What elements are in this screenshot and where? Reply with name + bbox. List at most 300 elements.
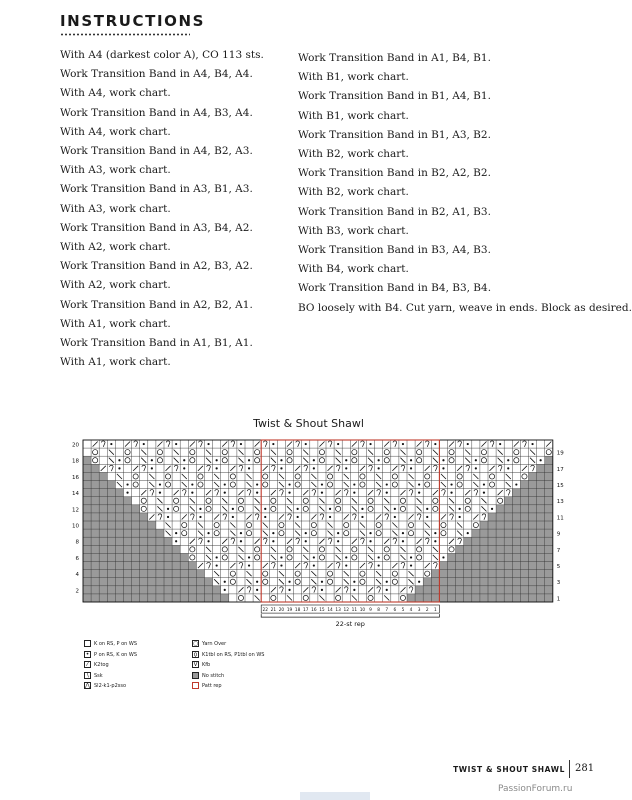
- no-stitch-cell: [180, 570, 188, 578]
- instruction-line: Work Transition Band in A3, B4, A2.: [60, 221, 253, 234]
- no-stitch-cell: [545, 529, 553, 537]
- purl-mark: [280, 564, 282, 566]
- instruction-line: With B2, work chart.: [298, 186, 409, 199]
- purl-mark: [483, 483, 485, 485]
- purl-mark: [264, 516, 266, 518]
- no-stitch-cell: [107, 521, 115, 529]
- legend-symbol-icon: ⋀: [85, 682, 90, 689]
- instruction-line: With B4, work chart.: [298, 263, 409, 276]
- no-stitch-cell: [115, 489, 123, 497]
- purl-mark: [110, 443, 112, 445]
- instruction-line: Work Transition Band in B4, B3, B4.: [298, 282, 492, 295]
- no-stitch-cell: [456, 578, 464, 586]
- no-stitch-cell: [164, 553, 172, 561]
- no-stitch-cell: [91, 553, 99, 561]
- stitch-number: 17: [303, 608, 309, 614]
- no-stitch-cell: [83, 472, 91, 480]
- no-stitch-cell: [107, 570, 115, 578]
- purl-mark: [175, 443, 177, 445]
- stitch-number: 8: [377, 608, 381, 614]
- no-stitch-cell: [172, 586, 180, 594]
- no-stitch-cell: [83, 553, 91, 561]
- no-stitch-cell: [545, 545, 553, 553]
- no-stitch-cell: [148, 529, 156, 537]
- no-stitch-cell: [488, 586, 496, 594]
- instruction-line: Work Transition Band in B1, A3, B2.: [298, 128, 491, 141]
- no-stitch-cell: [124, 537, 132, 545]
- no-stitch-cell: [496, 505, 504, 513]
- no-stitch-cell: [456, 586, 464, 594]
- purl-mark: [118, 459, 120, 461]
- no-stitch-cell: [107, 497, 115, 505]
- no-stitch-cell: [132, 594, 140, 602]
- no-stitch-cell: [172, 553, 180, 561]
- purl-mark: [143, 443, 145, 445]
- purl-mark: [353, 483, 355, 485]
- no-stitch-cell: [83, 594, 91, 602]
- no-stitch-cell: [545, 521, 553, 529]
- no-stitch-cell: [504, 513, 512, 521]
- row-number-left: 14: [72, 491, 79, 498]
- purl-mark: [337, 443, 339, 445]
- no-stitch-cell: [140, 586, 148, 594]
- purl-mark: [248, 564, 250, 566]
- no-stitch-cell: [545, 553, 553, 561]
- no-stitch-cell: [512, 489, 520, 497]
- no-stitch-cell: [124, 513, 132, 521]
- no-stitch-cell: [520, 578, 528, 586]
- no-stitch-cell: [496, 537, 504, 545]
- no-stitch-cell: [205, 594, 213, 602]
- no-stitch-cell: [124, 529, 132, 537]
- purl-mark: [199, 516, 201, 518]
- purl-mark: [337, 540, 339, 542]
- no-stitch-cell: [124, 521, 132, 529]
- legend-label: Yarn Over: [202, 641, 227, 647]
- purl-mark: [540, 459, 542, 461]
- no-stitch-cell: [99, 472, 107, 480]
- no-stitch-cell: [529, 481, 537, 489]
- row-number-left: 12: [72, 507, 79, 514]
- no-stitch-cell: [107, 553, 115, 561]
- legend-symbol-icon: [84, 640, 91, 647]
- no-stitch-cell: [520, 481, 528, 489]
- no-stitch-cell: [520, 594, 528, 602]
- purl-mark: [394, 516, 396, 518]
- no-stitch-cell: [472, 586, 480, 594]
- stitch-number: 6: [393, 608, 397, 614]
- no-stitch-cell: [448, 562, 456, 570]
- no-stitch-cell: [140, 545, 148, 553]
- no-stitch-cell: [529, 537, 537, 545]
- stitch-number: 18: [294, 608, 301, 614]
- no-stitch-cell: [140, 562, 148, 570]
- no-stitch-cell: [91, 464, 99, 472]
- purl-mark: [345, 467, 347, 469]
- no-stitch-cell: [83, 586, 91, 594]
- purl-mark: [167, 516, 169, 518]
- no-stitch-cell: [83, 489, 91, 497]
- purl-mark: [459, 508, 461, 510]
- no-stitch-cell: [448, 578, 456, 586]
- no-stitch-cell: [164, 594, 172, 602]
- no-stitch-cell: [431, 594, 439, 602]
- purl-mark: [450, 492, 452, 494]
- purl-mark: [159, 492, 161, 494]
- no-stitch-cell: [488, 594, 496, 602]
- purl-mark: [418, 492, 420, 494]
- no-stitch-cell: [140, 529, 148, 537]
- row-number-left: 10: [72, 523, 79, 530]
- purl-mark: [369, 443, 371, 445]
- no-stitch-cell: [512, 537, 520, 545]
- purl-mark: [159, 483, 161, 485]
- no-stitch-cell: [99, 537, 107, 545]
- no-stitch-cell: [83, 529, 91, 537]
- no-stitch-cell: [480, 553, 488, 561]
- purl-mark: [378, 556, 380, 558]
- no-stitch-cell: [504, 545, 512, 553]
- instruction-line: Work Transition Band in B2, A1, B3.: [298, 205, 491, 218]
- purl-mark: [216, 556, 218, 558]
- no-stitch-cell: [140, 513, 148, 521]
- no-stitch-cell: [545, 578, 553, 586]
- no-stitch-cell: [83, 578, 91, 586]
- no-stitch-cell: [512, 521, 520, 529]
- no-stitch-cell: [140, 570, 148, 578]
- no-stitch-cell: [221, 594, 229, 602]
- purl-mark: [378, 467, 380, 469]
- no-stitch-cell: [464, 553, 472, 561]
- purl-mark: [378, 564, 380, 566]
- no-stitch-cell: [91, 562, 99, 570]
- legend-label: K1tbl on RS, P1tbl on WS: [202, 651, 265, 658]
- no-stitch-cell: [115, 505, 123, 513]
- no-stitch-cell: [512, 570, 520, 578]
- no-stitch-cell: [213, 594, 221, 602]
- no-stitch-cell: [545, 497, 553, 505]
- no-stitch-cell: [132, 553, 140, 561]
- purl-mark: [207, 532, 209, 534]
- purl-mark: [272, 532, 274, 534]
- no-stitch-cell: [520, 537, 528, 545]
- no-stitch-cell: [205, 578, 213, 586]
- purl-mark: [329, 508, 331, 510]
- no-stitch-cell: [545, 537, 553, 545]
- no-stitch-cell: [545, 505, 553, 513]
- no-stitch-cell: [537, 553, 545, 561]
- no-stitch-cell: [480, 545, 488, 553]
- no-stitch-cell: [91, 529, 99, 537]
- no-stitch-cell: [124, 562, 132, 570]
- purl-mark: [248, 459, 250, 461]
- no-stitch-cell: [529, 570, 537, 578]
- no-stitch-cell: [407, 594, 415, 602]
- no-stitch-cell: [488, 570, 496, 578]
- no-stitch-cell: [107, 537, 115, 545]
- purl-mark: [305, 532, 307, 534]
- instruction-line: With A1, work chart.: [60, 356, 171, 369]
- instruction-line: Work Transition Band in A4, B3, A4.: [60, 106, 253, 119]
- no-stitch-cell: [91, 570, 99, 578]
- no-stitch-cell: [472, 553, 480, 561]
- instruction-line: With A4, work chart.: [60, 87, 171, 100]
- legend-label: Patt rep: [202, 683, 222, 689]
- instruction-line: Work Transition Band in B2, A2, B2.: [298, 167, 491, 180]
- no-stitch-cell: [529, 553, 537, 561]
- no-stitch-cell: [124, 594, 132, 602]
- instruction-line: With B1, work chart.: [298, 109, 409, 122]
- no-stitch-cell: [107, 586, 115, 594]
- no-stitch-cell: [472, 537, 480, 545]
- no-stitch-cell: [439, 578, 447, 586]
- no-stitch-cell: [91, 586, 99, 594]
- stitch-number: 12: [343, 608, 349, 614]
- stitch-number: 7: [385, 608, 389, 614]
- row-number-left: 20: [72, 442, 79, 449]
- purl-mark: [313, 564, 315, 566]
- no-stitch-cell: [91, 505, 99, 513]
- no-stitch-cell: [545, 570, 553, 578]
- no-stitch-cell: [529, 513, 537, 521]
- row-number-right: 9: [556, 531, 561, 538]
- purl-mark: [418, 483, 420, 485]
- no-stitch-cell: [188, 562, 196, 570]
- no-stitch-cell: [188, 578, 196, 586]
- no-stitch-cell: [156, 578, 164, 586]
- purl-mark: [353, 581, 355, 583]
- purl-mark: [272, 443, 274, 445]
- stitch-number: 3: [417, 608, 421, 614]
- no-stitch-cell: [537, 481, 545, 489]
- instruction-line: Work Transition Band in B1, A4, B1.: [298, 90, 491, 103]
- no-stitch-cell: [83, 497, 91, 505]
- no-stitch-cell: [91, 537, 99, 545]
- row-number-right: 11: [556, 515, 564, 522]
- no-stitch-cell: [91, 472, 99, 480]
- no-stitch-cell: [156, 594, 164, 602]
- no-stitch-cell: [529, 505, 537, 513]
- no-stitch-cell: [464, 562, 472, 570]
- no-stitch-cell: [472, 570, 480, 578]
- no-stitch-cell: [529, 489, 537, 497]
- no-stitch-cell: [91, 489, 99, 497]
- no-stitch-cell: [480, 570, 488, 578]
- purl-mark: [499, 443, 501, 445]
- page-number: 281: [575, 763, 595, 774]
- no-stitch-cell: [480, 562, 488, 570]
- instruction-line: With A4 (darkest color A), CO 113 sts.: [60, 49, 264, 61]
- stitch-number: 22: [262, 608, 268, 614]
- row-number-right: 5: [556, 563, 561, 570]
- row-number-right: 3: [556, 580, 561, 587]
- purl-mark: [434, 532, 436, 534]
- no-stitch-cell: [537, 521, 545, 529]
- no-stitch-cell: [124, 553, 132, 561]
- no-stitch-cell: [156, 570, 164, 578]
- no-stitch-cell: [537, 497, 545, 505]
- purl-mark: [199, 508, 201, 510]
- no-stitch-cell: [512, 553, 520, 561]
- no-stitch-cell: [180, 553, 188, 561]
- no-stitch-cell: [132, 521, 140, 529]
- no-stitch-cell: [132, 562, 140, 570]
- no-stitch-cell: [172, 578, 180, 586]
- no-stitch-cell: [496, 586, 504, 594]
- purl-mark: [386, 492, 388, 494]
- no-stitch-cell: [132, 578, 140, 586]
- no-stitch-cell: [456, 562, 464, 570]
- no-stitch-cell: [537, 505, 545, 513]
- purl-mark: [256, 483, 258, 485]
- no-stitch-cell: [132, 513, 140, 521]
- no-stitch-cell: [83, 521, 91, 529]
- legend-label: Kfb: [202, 662, 211, 668]
- no-stitch-cell: [423, 586, 431, 594]
- purl-mark: [240, 532, 242, 534]
- purl-mark: [450, 483, 452, 485]
- purl-mark: [248, 556, 250, 558]
- purl-mark: [167, 508, 169, 510]
- purl-mark: [305, 443, 307, 445]
- purl-mark: [288, 589, 290, 591]
- purl-mark: [313, 556, 315, 558]
- instruction-line: With A4, work chart.: [60, 125, 171, 138]
- purl-mark: [256, 492, 258, 494]
- purl-mark: [345, 564, 347, 566]
- purl-mark: [151, 467, 153, 469]
- legend-symbol-icon: ⁄: [84, 661, 91, 668]
- no-stitch-cell: [148, 521, 156, 529]
- no-stitch-cell: [439, 594, 447, 602]
- no-stitch-cell: [504, 497, 512, 505]
- legend-label: K2tog: [94, 662, 109, 668]
- no-stitch-cell: [115, 537, 123, 545]
- purl-mark: [353, 492, 355, 494]
- no-stitch-cell: [512, 578, 520, 586]
- purl-mark: [207, 540, 209, 542]
- no-stitch-cell: [148, 578, 156, 586]
- no-stitch-cell: [99, 513, 107, 521]
- purl-mark: [321, 492, 323, 494]
- no-stitch-cell: [107, 545, 115, 553]
- no-stitch-cell: [537, 464, 545, 472]
- no-stitch-cell: [512, 513, 520, 521]
- no-stitch-cell: [456, 545, 464, 553]
- no-stitch-cell: [488, 545, 496, 553]
- row-number-left: 4: [75, 572, 79, 579]
- no-stitch-cell: [512, 497, 520, 505]
- instructions-heading: INSTRUCTIONS: [60, 12, 206, 30]
- purl-mark: [515, 483, 517, 485]
- purl-mark: [297, 508, 299, 510]
- row-number-right: 7: [556, 547, 561, 554]
- no-stitch-cell: [439, 586, 447, 594]
- purl-mark: [305, 540, 307, 542]
- purl-mark: [264, 508, 266, 510]
- row-number-right: 15: [556, 482, 564, 489]
- purl-mark: [232, 516, 234, 518]
- no-stitch-cell: [464, 570, 472, 578]
- no-stitch-cell: [148, 594, 156, 602]
- no-stitch-cell: [132, 586, 140, 594]
- no-stitch-cell: [83, 513, 91, 521]
- legend-symbol-icon: ϙ: [193, 650, 198, 658]
- no-stitch-cell: [91, 497, 99, 505]
- no-stitch-cell: [188, 570, 196, 578]
- no-stitch-cell: [512, 586, 520, 594]
- no-stitch-cell: [148, 586, 156, 594]
- purl-mark: [288, 581, 290, 583]
- instruction-line: Work Transition Band in A1, B4, B1.: [298, 52, 491, 64]
- no-stitch-cell: [115, 594, 123, 602]
- no-stitch-cell: [488, 513, 496, 521]
- purl-mark: [126, 492, 128, 494]
- no-stitch-cell: [132, 529, 140, 537]
- no-stitch-cell: [115, 570, 123, 578]
- no-stitch-cell: [140, 521, 148, 529]
- stitch-number: 2: [425, 608, 429, 614]
- no-stitch-cell: [496, 545, 504, 553]
- purl-mark: [224, 589, 226, 591]
- no-stitch-cell: [537, 489, 545, 497]
- no-stitch-cell: [480, 578, 488, 586]
- row-number-left: 8: [75, 539, 79, 546]
- no-stitch-cell: [529, 497, 537, 505]
- no-stitch-cell: [172, 594, 180, 602]
- no-stitch-cell: [472, 529, 480, 537]
- purl-mark: [410, 564, 412, 566]
- no-stitch-cell: [415, 594, 423, 602]
- row-number-right: 19: [556, 450, 564, 457]
- no-stitch-cell: [472, 578, 480, 586]
- stitch-number: 1: [433, 608, 437, 614]
- stitch-number: 9: [369, 608, 372, 614]
- no-stitch-cell: [107, 578, 115, 586]
- heading-dotted-rule: [60, 33, 190, 36]
- purl-mark: [345, 459, 347, 461]
- no-stitch-cell: [537, 562, 545, 570]
- instruction-line: With A2, work chart.: [60, 241, 171, 253]
- no-stitch-cell: [537, 513, 545, 521]
- no-stitch-cell: [83, 456, 91, 464]
- no-stitch-cell: [431, 578, 439, 586]
- instruction-line: With B2, work chart.: [298, 148, 409, 160]
- stitch-number: 13: [335, 608, 341, 614]
- no-stitch-cell: [496, 562, 504, 570]
- no-stitch-cell: [431, 570, 439, 578]
- legend-symbol-icon: [192, 682, 199, 689]
- no-stitch-cell: [529, 586, 537, 594]
- no-stitch-cell: [83, 505, 91, 513]
- purl-mark: [402, 443, 404, 445]
- chart-title: Twist & Shout Shawl: [253, 417, 364, 430]
- purl-mark: [402, 532, 404, 534]
- no-stitch-cell: [472, 545, 480, 553]
- no-stitch-cell: [512, 545, 520, 553]
- no-stitch-cell: [529, 578, 537, 586]
- stitch-number: 10: [359, 608, 366, 614]
- no-stitch-cell: [456, 553, 464, 561]
- no-stitch-cell: [164, 578, 172, 586]
- no-stitch-cell: [196, 570, 204, 578]
- no-stitch-cell: [537, 578, 545, 586]
- no-stitch-cell: [172, 545, 180, 553]
- no-stitch-cell: [504, 505, 512, 513]
- no-stitch-cell: [180, 578, 188, 586]
- no-stitch-cell: [496, 553, 504, 561]
- no-stitch-cell: [91, 481, 99, 489]
